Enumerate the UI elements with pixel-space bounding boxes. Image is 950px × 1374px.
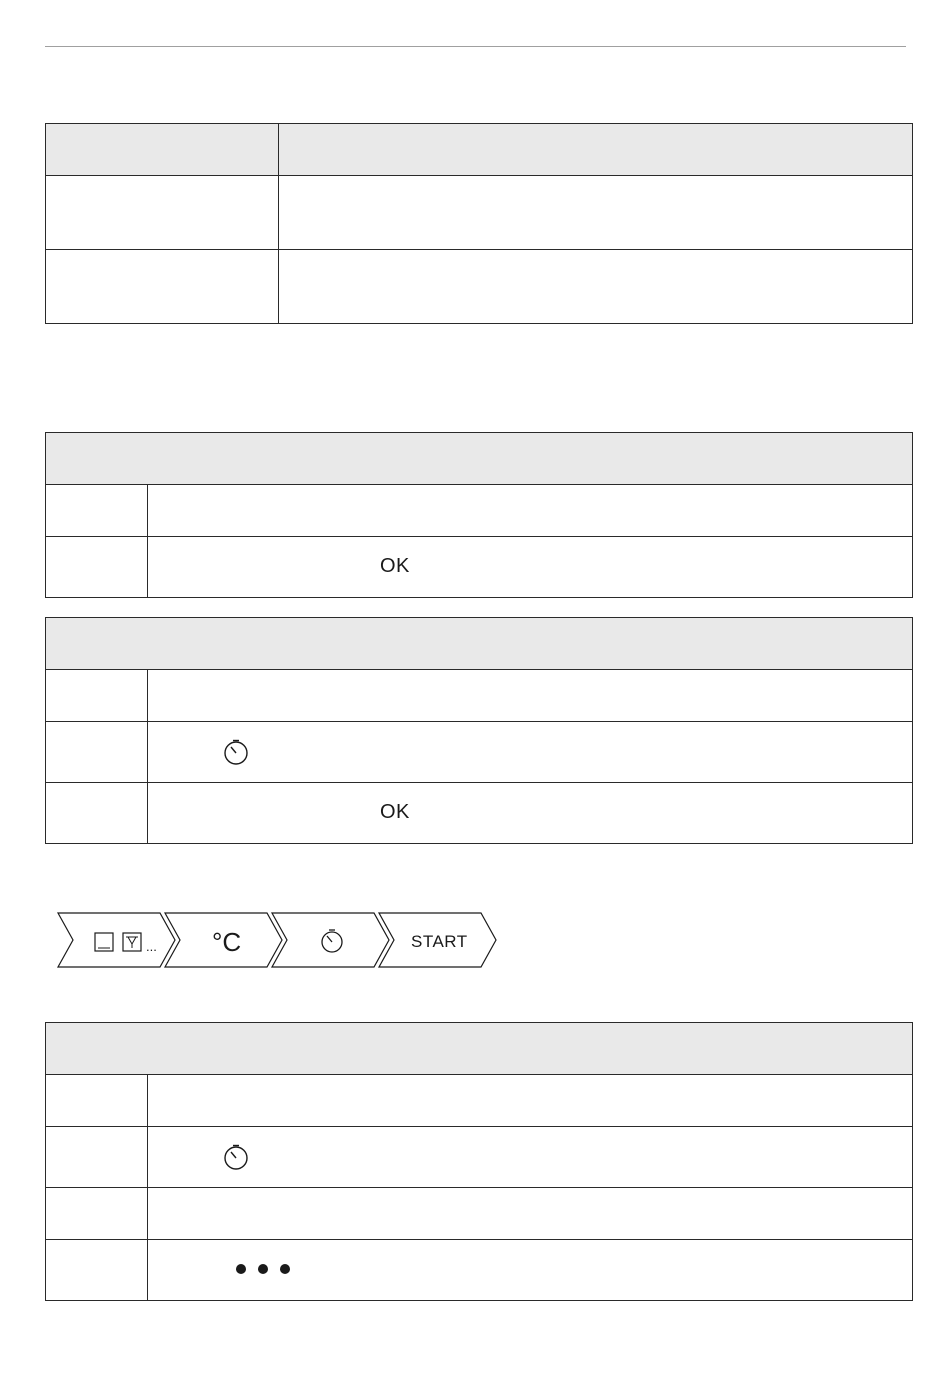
table-row	[46, 176, 279, 250]
step-text-cell	[148, 1075, 913, 1127]
table-cell	[279, 250, 913, 324]
table-cell	[279, 176, 913, 250]
start-label: START	[411, 932, 468, 951]
three-dots-icon	[234, 1262, 294, 1276]
step-text-cell	[148, 722, 913, 783]
flow-step-start	[379, 913, 496, 967]
table-a-header-col2	[279, 124, 913, 176]
step-number-cell	[46, 1075, 148, 1127]
table-c	[45, 617, 913, 844]
ok-key-label: OK	[380, 555, 410, 577]
step-number-cell	[46, 670, 148, 722]
step-text-cell	[148, 670, 913, 722]
flow-step-timer	[272, 913, 389, 967]
step-text-cell	[148, 485, 913, 537]
step-text-cell	[148, 783, 913, 844]
step-number-cell	[46, 722, 148, 783]
table-b	[45, 432, 913, 598]
sequence-flow	[55, 910, 505, 970]
step-number-cell	[46, 1188, 148, 1240]
step-text-cell	[148, 1188, 913, 1240]
step-number-cell	[46, 1127, 148, 1188]
flow-ellipsis: ...	[146, 939, 157, 954]
timer-icon	[222, 738, 250, 766]
table-c-header	[46, 618, 913, 670]
timer-icon	[222, 1143, 250, 1171]
table-d-header	[46, 1023, 913, 1075]
temperature-symbol: °C	[212, 927, 242, 957]
table-row	[46, 250, 279, 324]
step-number-cell	[46, 537, 148, 598]
ok-key-label: OK	[380, 801, 410, 823]
table-a	[45, 123, 913, 324]
step-number-cell	[46, 783, 148, 844]
step-text-cell	[148, 1240, 913, 1301]
step-number-cell	[46, 485, 148, 537]
step-text-cell	[148, 1127, 913, 1188]
step-number-cell	[46, 1240, 148, 1301]
flow-step-temperature	[165, 913, 282, 967]
flow-step-function	[58, 913, 175, 967]
table-d	[45, 1022, 913, 1301]
top-rule	[45, 46, 906, 47]
table-b-header	[46, 433, 913, 485]
table-a-header-col1	[46, 124, 279, 176]
step-text-cell	[148, 537, 913, 598]
